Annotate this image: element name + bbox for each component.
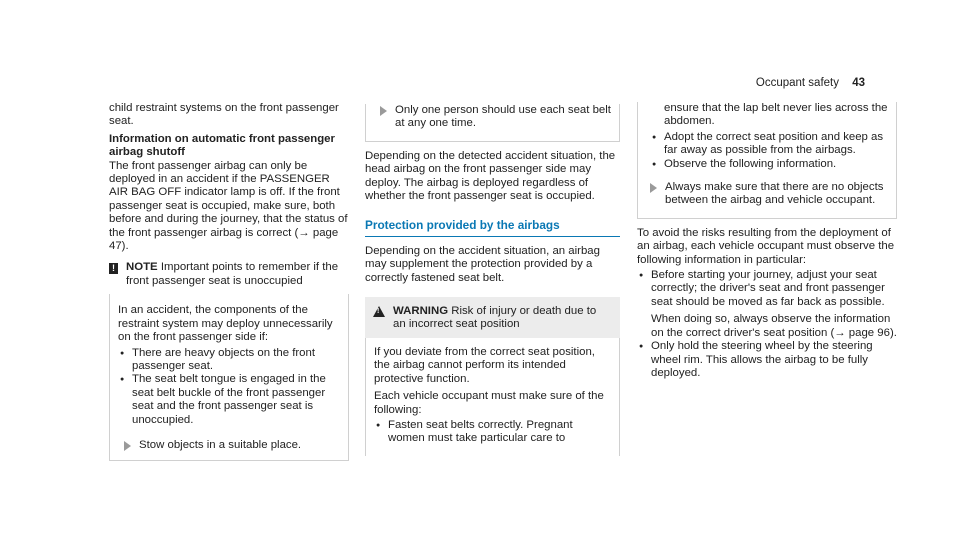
warning-body bbox=[365, 338, 620, 456]
triangle-right-icon bbox=[124, 441, 131, 451]
list-item: ● Before starting your journey, adjust your seat correctly; the driver's seat and front passenger seat should be moved as far back as possible. When doing so, always observe the information on the correct driver's seat position (→ page 96). bbox=[637, 269, 897, 340]
column-2 bbox=[365, 102, 620, 456]
page-number: 43 bbox=[852, 77, 865, 89]
list-item: ● Observe the following information. bbox=[650, 158, 888, 171]
warning-label: WARNING bbox=[393, 305, 449, 318]
warning-continued bbox=[637, 102, 897, 219]
tip bbox=[644, 181, 888, 208]
section-subheading: Information on automatic front passenger airbag shutoff bbox=[109, 132, 335, 159]
warning-title: Risk of injury or death due to an incorrect seat position bbox=[393, 305, 597, 331]
warning-bullet-list bbox=[374, 419, 611, 446]
tip-text: Always make sure that there are no objects between the airbag and vehicle occupant. bbox=[665, 181, 884, 207]
column-1 bbox=[109, 102, 349, 461]
tip-box bbox=[365, 104, 620, 142]
page-header bbox=[756, 77, 865, 90]
body-text: Depending on the detected accident situation, the head airbag on the front passenger side may deploy. The airbag is deployed regardless of whether the front passenger seat is occupied. bbox=[365, 149, 616, 203]
tip bbox=[118, 439, 340, 452]
list-item: ● Only hold the steering wheel by the steering wheel rim. This allows the airbag to be fully deployed. bbox=[637, 340, 897, 380]
warning-text: Each vehicle occupant must make sure of the following: bbox=[374, 390, 604, 416]
tip-text: Only one person should use each seat belt at any one time. bbox=[395, 104, 611, 130]
body-text: Depending on the accident situation, an airbag may supplement the protection provided by a correctly fastened seat belt. bbox=[365, 244, 600, 284]
list-item: ● The seat belt tongue is engaged in the seat belt buckle of the front passenger seat and the front passenger seat is unoccupied. bbox=[118, 373, 340, 427]
bullet-list bbox=[637, 269, 897, 380]
bullet-extra: When doing so, always observe the information on the correct driver's seat position (→ page 96). bbox=[651, 313, 897, 339]
note-bullet-list bbox=[118, 347, 340, 427]
warning-text: If you deviate from the correct seat position, the airbag cannot perform its intended protective function. bbox=[374, 345, 595, 385]
warning-header bbox=[365, 297, 620, 338]
list-item: ● Fasten seat belts correctly. Pregnant women must take particular care to bbox=[374, 419, 611, 446]
section-title: Occupant safety bbox=[755, 77, 839, 89]
note-title: Important points to remember if the front passenger seat is unoccupied bbox=[126, 261, 339, 287]
continued-text: ensure that the lap belt never lies across the abdomen. bbox=[664, 102, 888, 128]
intro-text: child restraint systems on the front passenger seat. bbox=[109, 102, 339, 128]
note-body bbox=[109, 294, 349, 461]
triangle-right-icon bbox=[380, 106, 387, 116]
tip bbox=[374, 104, 611, 131]
triangle-right-icon bbox=[650, 183, 657, 193]
list-item: ● Adopt the correct seat position and keep as far away as possible from the airbags. bbox=[650, 131, 888, 158]
note-label: NOTE bbox=[126, 261, 158, 274]
body-text: The front passenger airbag can only be deployed in an accident if the PASSENGER AIR BAG OFF indicator lamp is off. If the front passenger seat is occupied, make sure, both before and during the journey, that the status of the front passenger airbag is correct (→ page 47). bbox=[109, 159, 348, 253]
exclamation-icon: ! bbox=[109, 263, 118, 274]
tip-text: Stow objects in a suitable place. bbox=[139, 438, 302, 451]
warning-bullet-list bbox=[650, 131, 888, 171]
note-body-text: In an accident, the components of the restraint system may deploy unnecessarily on the front passenger side if: bbox=[118, 304, 333, 344]
column-3 bbox=[637, 102, 897, 380]
note-header bbox=[109, 261, 349, 288]
section-heading: Protection provided by the airbags bbox=[365, 219, 620, 236]
body-text: To avoid the risks resulting from the deployment of an airbag, each vehicle occupant must observe the following information in particular: bbox=[637, 226, 895, 266]
list-item: ● There are heavy objects on the front passenger seat. bbox=[118, 347, 340, 374]
warning-icon bbox=[373, 306, 385, 317]
